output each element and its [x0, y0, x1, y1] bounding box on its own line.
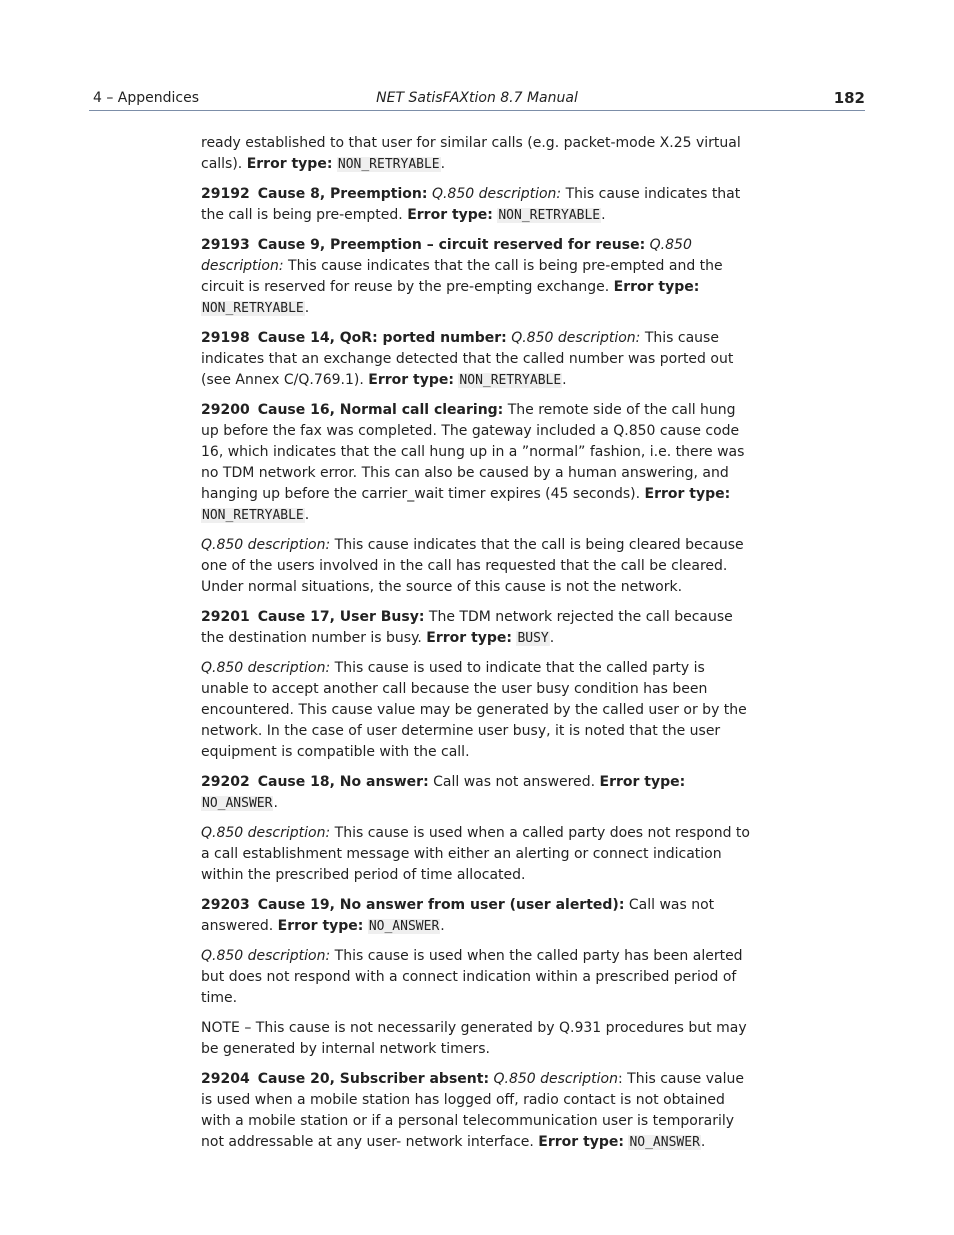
- page-header: [89, 88, 865, 111]
- page-number: 182: [833, 89, 865, 107]
- entry-29200: 29200 Cause 16, Normal call clearing: The remote side of the call hung up before the fax was completed. The gateway included a Q.850 cause code 16, which indicates that the call hung up in a ”normal” fashion, i.e. there was no TDM network error. This can also be caused by a human answering, and hanging up before the carrier_wait timer expires (45 seconds). Error type: NON_RETRYABLE.: [201, 402, 745, 523]
- entry-29201-q850: Q.850 description: This cause is used to indicate that the called party is unable to accept another call because the user busy condition has been encountered. This cause value may be generated by the called user or by the network. In the case of user determine user busy, it is noted that the user equipment is compatible with the call.: [201, 660, 747, 760]
- document-body: [201, 133, 754, 1162]
- entry-29193: 29193 Cause 9, Preemption – circuit reserved for reuse: Q.850 description: This cause indicates that the call is being pre-empted and the circuit is reserved for reuse by the pre-empting exchange. Error type: NON_RETRYABLE.: [201, 237, 723, 316]
- entry-29201: 29201 Cause 17, User Busy: The TDM network rejected the call because the destination number is busy. Error type: BUSY.: [201, 609, 733, 646]
- section-label: 4 – Appendices: [93, 90, 200, 106]
- entry-29200-q850: Q.850 description: This cause indicates that the call is being cleared because one of the users involved in the call has requested that the call be cleared. Under normal situations, the source of this cause is not the network.: [201, 537, 744, 595]
- entry-29192: 29192 Cause 8, Preemption: Q.850 description: This cause indicates that the call is being pre-empted. Error type: NON_RETRYABLE.: [201, 186, 741, 223]
- entry-29203: 29203 Cause 19, No answer from user (user alerted): Call was not answered. Error type: NO_ANSWER.: [201, 897, 715, 934]
- entry-29202-q850: Q.850 description: This cause is used when a called party does not respond to a call establishment message with either an alerting or connect indication within the prescribed period of time allocated.: [201, 825, 750, 883]
- entry-29198: 29198 Cause 14, QoR: ported number: Q.850 description: This cause indicates that an exchange detected that the called number was ported out (see Annex C/Q.769.1). Error type: NON_RETRYABLE.: [201, 330, 734, 388]
- entry-29203-q850: Q.850 description: This cause is used when the called party has been alerted but does not respond with a connect indication within a prescribed period of time.: [201, 948, 743, 1006]
- entry-29202: 29202 Cause 18, No answer: Call was not answered. Error type: NO_ANSWER.: [201, 774, 686, 811]
- entry-29204: 29204 Cause 20, Subscriber absent: Q.850 description: This cause value is used when a mobile station has logged off, radio contact is not obtained with a mobile station or if a personal telecommunication user is temporarily not addressable at any user- network interface. Error type: NO_ANSWER.: [201, 1071, 744, 1150]
- document-title: NET SatisFAXtion 8.7 Manual: [376, 90, 578, 106]
- paragraph-continuation: ready established to that user for similar calls (e.g. packet-mode X.25 virtual calls). Error type: NON_RETRYABLE.: [201, 135, 741, 172]
- entry-29203-note: NOTE – This cause is not necessarily generated by Q.931 procedures but may be generated by internal network timers.: [201, 1020, 747, 1057]
